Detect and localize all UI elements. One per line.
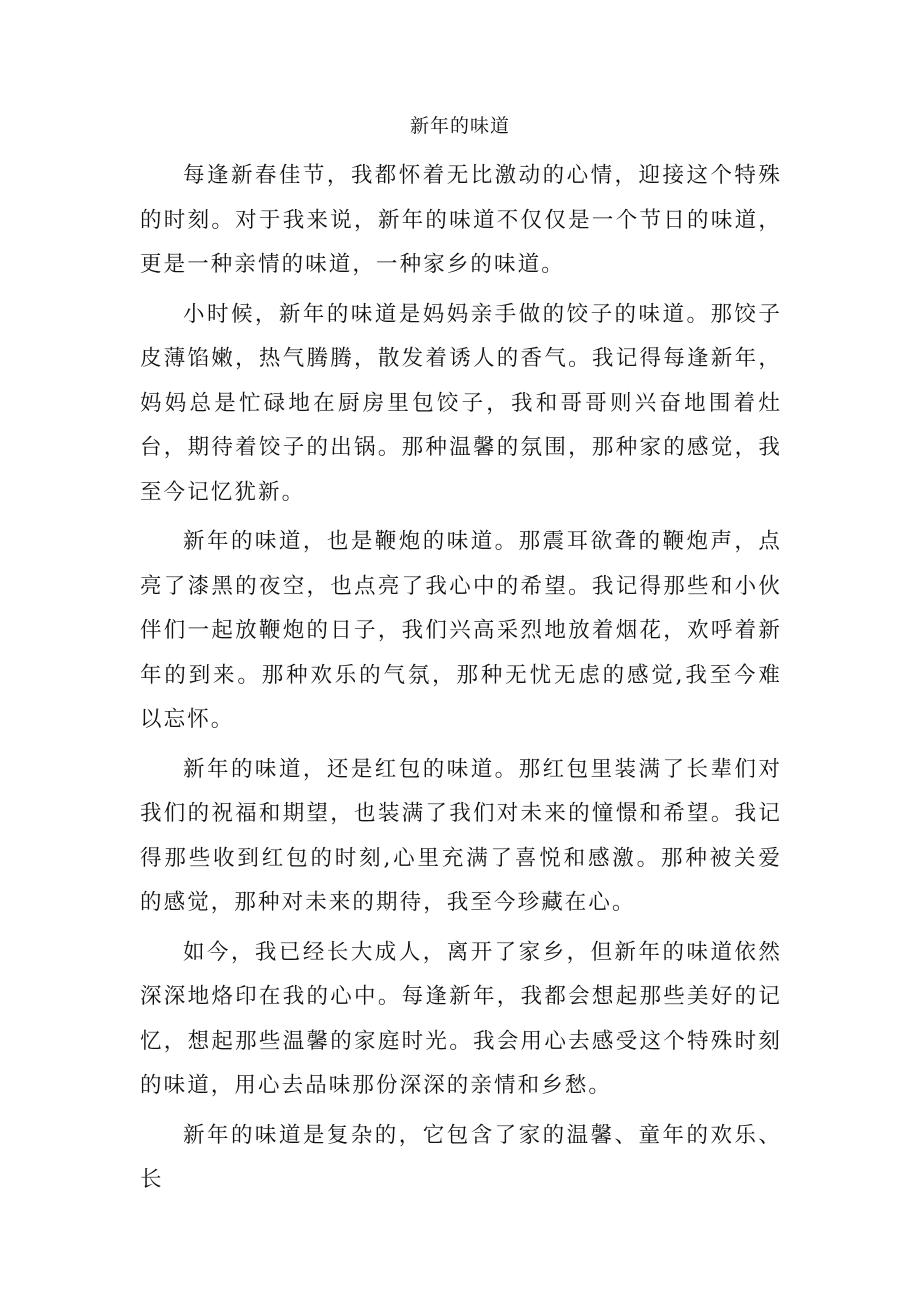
document-title: 新年的味道 <box>409 115 510 137</box>
paragraph-2: 小时候，新年的味道是妈妈亲手做的饺子的味道。那饺子皮薄馅嫩，热气腾腾，散发着诱人的香气。我记得每逢新年，妈妈总是忙碌地在厨房里包饺子，我和哥哥则兴奋地围着灶台，期待着饺子的出锅。那种温馨的氛围，那种家的感觉，我至今记忆犹新。 <box>140 301 782 505</box>
document-body <box>140 154 782 1208</box>
paragraph-3: 新年的味道，也是鞭炮的味道。那震耳欲聋的鞭炮声，点亮了漆黑的夜空，也点亮了我心中的希望。我记得那些和小伙伴们一起放鞭炮的日子，我们兴高采烈地放着烟花，欢呼着新年的到来。那种欢乐的气氛，那种无忧无虑的感觉,我至今难以忘怀。 <box>140 529 782 732</box>
paragraph-5: 如今，我已经长大成人，离开了家乡，但新年的味道依然深深地烙印在我的心中。每逢新年，我都会想起那些美好的记忆，想起那些温馨的家庭时光。我会用心去感受这个特殊时刻的味道，用心去品味那份深深的亲情和乡愁。 <box>140 939 782 1098</box>
paragraph-1: 每逢新春佳节，我都怀着无比激动的心情，迎接这个特殊的时刻。对于我来说，新年的味道不仅仅是一个节日的味道，更是一种亲情的味道，一种家乡的味道。 <box>140 163 782 277</box>
paragraph-6: 新年的味道是复杂的，它包含了家的温馨、童年的欢乐、长 <box>140 1122 782 1192</box>
paragraph-4: 新年的味道，还是红包的味道。那红包里装满了长辈们对我们的祝福和期望，也装满了我们对未来的憧憬和希望。我记得那些收到红包的时刻,心里充满了喜悦和感激。那种被关爱的感觉，那种对未来的期待，我至今珍藏在心。 <box>140 756 782 915</box>
